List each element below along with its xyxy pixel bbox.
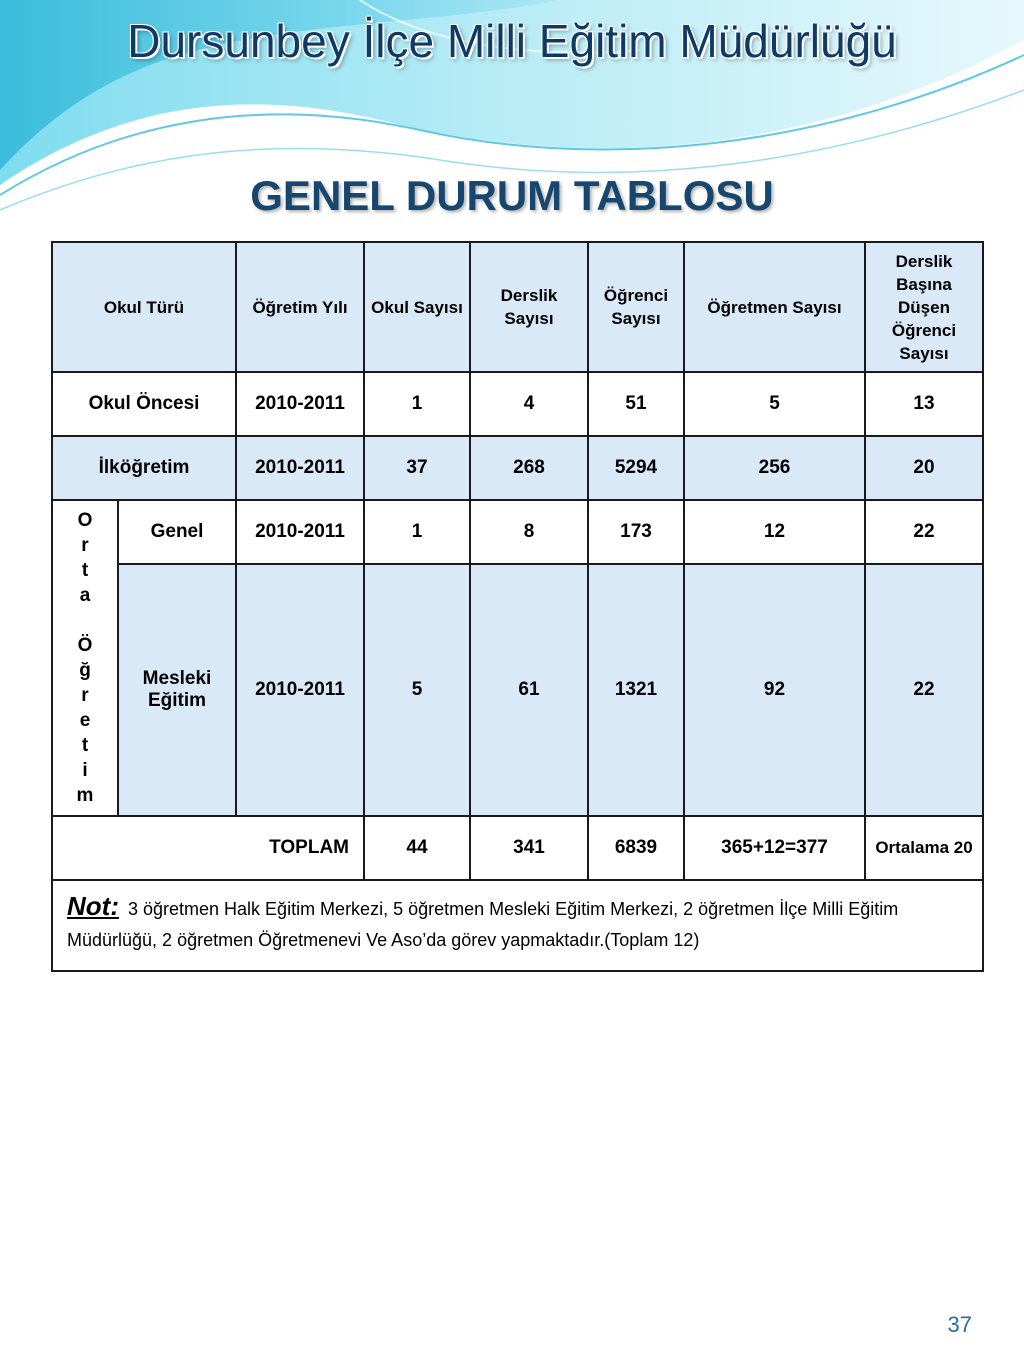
- year-cell: 2010-2011: [236, 372, 364, 436]
- school-type-cell: İlköğretim: [52, 436, 236, 500]
- note-row: [52, 880, 983, 971]
- classroom-count-cell: 8: [470, 500, 588, 564]
- school-type-cell: Okul Öncesi: [52, 372, 236, 436]
- student-count-cell: 173: [588, 500, 684, 564]
- table-title: GENEL DURUM TABLOSU: [250, 172, 774, 219]
- note-text: 3 öğretmen Halk Eğitim Merkezi, 5 öğretmen Mesleki Eğitim Merkezi, 2 öğretmen İlçe Milli Eğitim Müdürlüğü, 2 öğretmen Öğretmenevi Ve Aso’da görev yapmaktadır.(Toplam 12): [67, 899, 899, 950]
- note-label: Not:: [67, 891, 119, 921]
- school-subtype-cell: Mesleki Eğitim: [118, 564, 236, 816]
- classroom-count-cell: 61: [470, 564, 588, 816]
- teacher-count-cell: 12: [684, 500, 865, 564]
- page-title: Dursunbey İlçe Milli Eğitim Müdürlüğü: [127, 15, 897, 67]
- teacher-count-cell: 92: [684, 564, 865, 816]
- school-count-cell: 44: [364, 816, 470, 880]
- column-header: Derslik Başına Düşen Öğrenci Sayısı: [865, 242, 983, 372]
- column-header: Derslik Sayısı: [470, 242, 588, 372]
- student-count-cell: 6839: [588, 816, 684, 880]
- ratio-cell: 20: [865, 436, 983, 500]
- table-header-row: [52, 242, 983, 372]
- total-label: TOPLAM: [52, 816, 364, 880]
- column-header: Öğrenci Sayısı: [588, 242, 684, 372]
- column-header: Okul Sayısı: [364, 242, 470, 372]
- year-cell: 2010-2011: [236, 564, 364, 816]
- table-row: [52, 564, 983, 816]
- school-count-cell: 37: [364, 436, 470, 500]
- classroom-count-cell: 4: [470, 372, 588, 436]
- teacher-count-cell: 5: [684, 372, 865, 436]
- teacher-count-cell: 365+12=377: [684, 816, 865, 880]
- orta-ogretim-vertical-label: O r t a Ö ğ r e t i m: [52, 500, 118, 816]
- student-count-cell: 51: [588, 372, 684, 436]
- column-header: Öğretmen Sayısı: [684, 242, 865, 372]
- table-row: [52, 436, 983, 500]
- table-row: [52, 500, 983, 564]
- school-count-cell: 1: [364, 500, 470, 564]
- page-number: 37: [947, 1312, 972, 1337]
- year-cell: 2010-2011: [236, 500, 364, 564]
- teacher-count-cell: 256: [684, 436, 865, 500]
- school-subtype-cell: Genel: [118, 500, 236, 564]
- classroom-count-cell: 268: [470, 436, 588, 500]
- average-cell: Ortalama 20: [865, 816, 983, 880]
- summary-table: [51, 241, 984, 972]
- column-header: Okul Türü: [52, 242, 236, 372]
- note-cell: [52, 880, 983, 971]
- school-count-cell: 1: [364, 372, 470, 436]
- school-count-cell: 5: [364, 564, 470, 816]
- ratio-cell: 22: [865, 564, 983, 816]
- table-row: [52, 372, 983, 436]
- classroom-count-cell: 341: [470, 816, 588, 880]
- ratio-cell: 13: [865, 372, 983, 436]
- student-count-cell: 5294: [588, 436, 684, 500]
- student-count-cell: 1321: [588, 564, 684, 816]
- column-header: Öğretim Yılı: [236, 242, 364, 372]
- total-row: [52, 816, 983, 880]
- ratio-cell: 22: [865, 500, 983, 564]
- year-cell: 2010-2011: [236, 436, 364, 500]
